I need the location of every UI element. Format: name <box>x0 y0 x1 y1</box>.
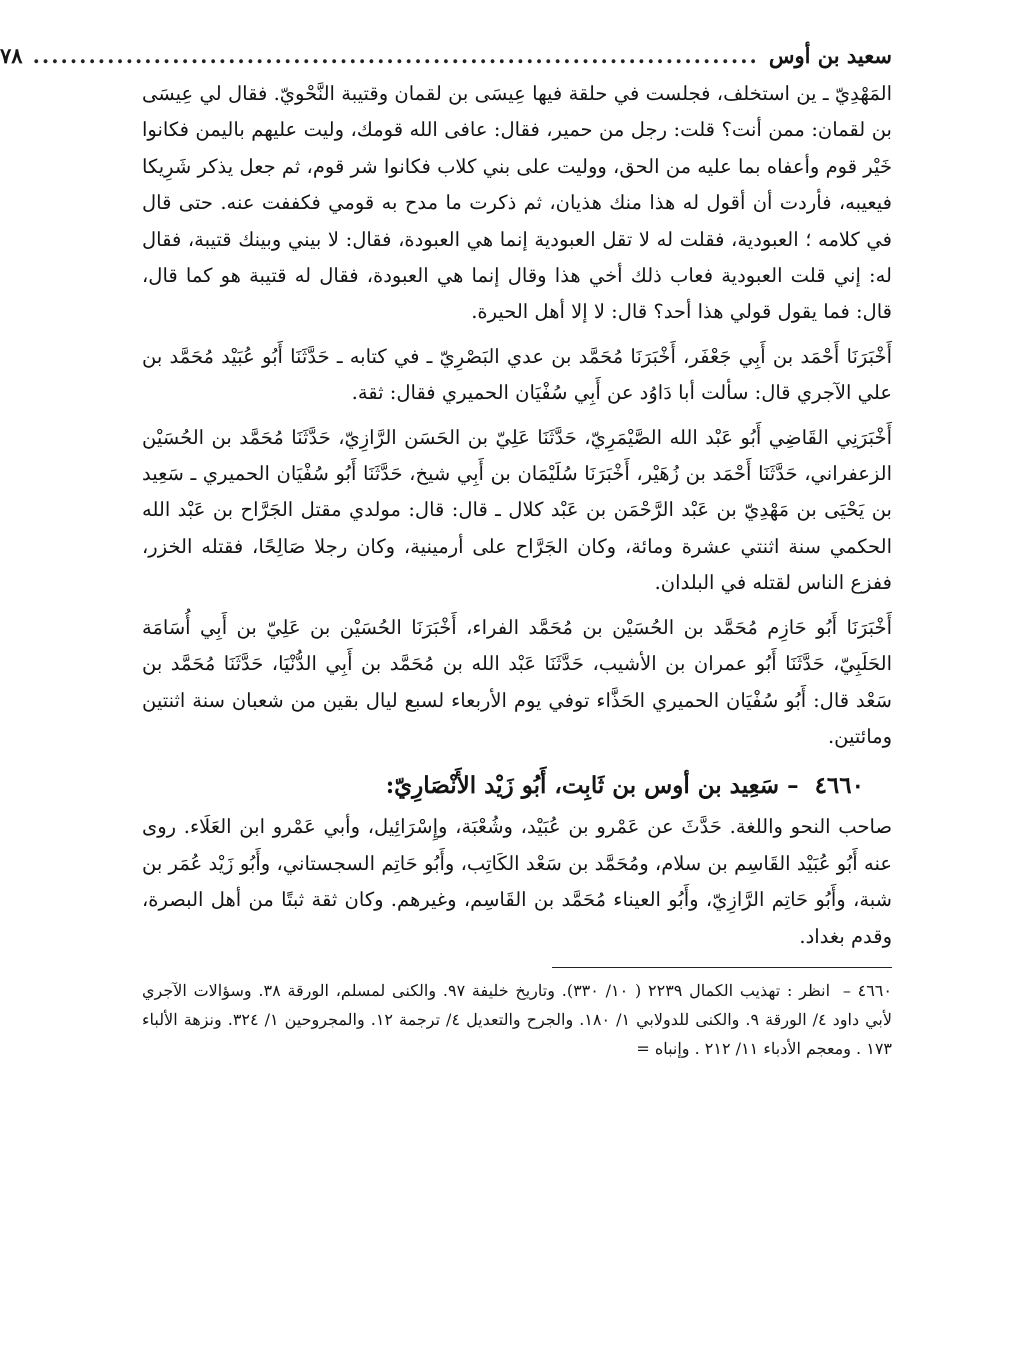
footnote-separator <box>552 967 892 968</box>
paragraph-hadith-2: أَخْبَرَنَا أَحْمَد بن أَبِي جَعْفَر، أَخْبَرَنَا مُحَمَّد بن عدي البَصْرِيّ ـ في كتابه ـ حَدَّثَنَا أَبُو عُبَيْد مُحَمَّد بن علي الآجري قال: سألت أبا دَاوُد عن أَبِي سُفْيَان الحميري فقال: ثقة. <box>142 344 892 405</box>
main-text <box>142 76 892 955</box>
paragraph-hadith-1: المَهْدِيّ ـ ين استخلف، فجلست في حلقة فيها عِيسَى بن لقمان وقتيبة النَّحْويّ. فقال لي عِيسَى بن لقمان: ممن أنت؟ قلت: رجل من حمير، فقال: عافى الله قومك، وليت عليهم باليمن فكانوا خَيْر قوم وأعفاه بما عليه من الحق، ووليت على بني كلاب فكانوا شر قوم، ثم جعل يذكر شَرِيكا فيعيبه، فأردت أن أقول له هذا منك هذيان، ثم ذكرت ما مدح به قومي فكففت عنه. حتى قال في كلامه ؛ العبودية، فقلت له لا تقل العبودية إنما هي العبودة، فقال: لا بيني وبينك قتيبة، فقال له: إني قلت العبودية فعاب ذلك أخي هذا وقال إنما هي العبودة، فقال له قتيبة هو كما قال، قال: فما يقول قولي هذا أحد؟ قال: لا إلا أهل الحيرة. <box>142 82 892 324</box>
footnote-number: ٤٦٦٠ – <box>842 980 892 1000</box>
footnote-text: انظر : تهذيب الكمال ٢٢٣٩ ( ١٠/ ٣٣٠). وتاريخ خليفة ٩٧. والكنى لمسلم، الورقة ٣٨. وسؤالات الآجري لأبي داود ٤/ الورقة ٩. والكنى للدولابي ١/ ١٨٠. والجرح والتعديل ٤/ ترجمة ١٢. والمجروحين ١/ ٣٢٤. ونزهة الألباء ١٧٣ . ومعجم الأدباء ١١/ ٢١٢ . وإنباه = <box>142 980 893 1058</box>
header-dot-leader: .............................................................................. <box>32 43 759 68</box>
footnote <box>142 976 892 1063</box>
page-number: ٧٨ <box>0 43 23 68</box>
entry-name: سَعِيد بن أوس بن ثَابِت، أَبُو زَيْد الأَنْصَارِيّ: <box>385 772 780 800</box>
entry-dash: – <box>787 772 799 800</box>
entry-number: ٤٦٦٠ <box>814 772 864 800</box>
entry-biography-text: صاحب النحو واللغة. حَدَّثَ عن عَمْرو بن عُبَيْد، وشُعْبَة، وإِسْرَائِيل، وأبي عَمْرو ابن العَلَاء. روى عنه أَبُو عُبَيْد القَاسِم بن سلام، ومُحَمَّد بن سَعْد الكَاتِب، وأَبُو حَاتِم السجستاني، وأَبُو زَيْد عُمَر بن شبة، وأَبُو حَاتِم الرَّازِيّ، وأَبُو العيناء مُحَمَّد بن القَاسِم، وغيرهم. وكان ثقة ثبتًا من أهل البصرة، وقدم بغداد. <box>142 815 892 948</box>
running-header <box>0 36 892 76</box>
biography-entry-heading <box>142 765 892 807</box>
book-page <box>0 36 893 1063</box>
running-title: سعيد بن أوس <box>768 43 892 68</box>
paragraph-hadith-3: أَخْبَرَنِي القَاضِي أَبُو عَبْد الله الصَّيْمَرِيّ، حَدَّثَنَا عَلِيّ بن الحَسَن الرَّازِيّ، حَدَّثَنَا مُحَمَّد بن الحُسَيْن الزعفراني، حَدَّثَنَا أَحْمَد بن زُهَيْر، أَخْبَرَنَا سُلَيْمَان بن أَبِي شيخ، حَدَّثَنَا أَبُو سُفْيَان الحميري ـ سَعِيد بن يَحْيَى بن مَهْدِيّ بن عَبْد الرَّحْمَن بن عَبْد كلال ـ قال: قال: مولدي مقتل الجَرَّاح بن عَبْد الله الحكمي سنة اثنتي عشرة ومائة، وكان الجَرَّاح على أرمينية، وكان رجلا صَالِحًا، فقتله الخزر، ففزع الناس لقتله في البلدان. <box>142 425 892 595</box>
paragraph-hadith-4: أَخْبَرَنَا أَبُو حَازِم مُحَمَّد بن الحُسَيْن بن مُحَمَّد الفراء، أَخْبَرَنَا الحُسَيْن بن عَلِيّ بن أَبِي أُسَامَة الحَلَبِيّ، حَدَّثَنَا أَبُو عمران بن الأشيب، حَدَّثَنَا عَبْد الله بن مُحَمَّد بن أَبِي الدُّنْيَا، حَدَّثَنَا مُحَمَّد بن سَعْد قال: أَبُو سُفْيَان الحميري الحَذَّاء توفي يوم الأربعاء لسبع ليال بقين من شعبان سنة اثنتين ومائتين. <box>142 615 892 748</box>
